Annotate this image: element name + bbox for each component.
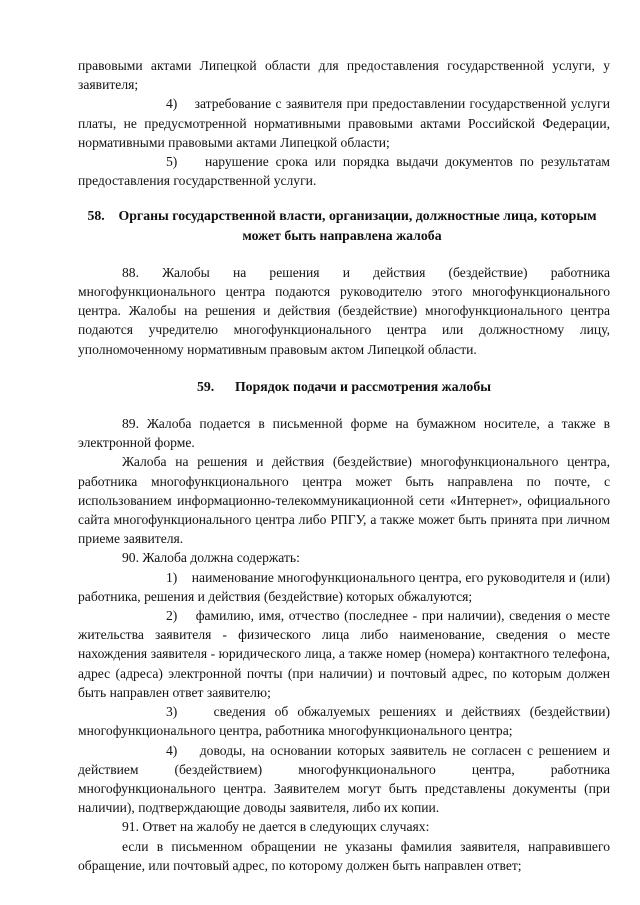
section-number: 59. — [197, 378, 215, 394]
list-item-4 — [78, 94, 610, 152]
list-text: наименование многофункционального центра, его руководителя и (или) работника, решения и действия (бездействие) которых обжалуются; — [78, 569, 610, 604]
list-number: 3) — [166, 704, 178, 720]
list-number: 1) — [166, 569, 178, 585]
list-item-5 — [78, 152, 610, 190]
section-number: 58. — [87, 208, 105, 224]
list-text: доводы, на основании которых заявитель не согласен с решением и действием (бездействием) многофункционального центра, работника многофункционального центра. Заявителем могут быть представлены документы (при наличии), подтверждающие доводы заявителя, либо их копии. — [78, 742, 611, 816]
paragraph-intro: правовыми актами Липецкой области для предоставления государственной услуги, у заявителя; — [78, 58, 610, 93]
list-number: 5) — [166, 154, 178, 170]
section-heading-58 — [78, 206, 610, 244]
list-number: 4) — [166, 742, 178, 758]
section-title: Порядок подачи и рассмотрения жалобы — [234, 378, 491, 394]
paragraph-89-b: Жалоба на решения и действия (бездействие) многофункционального центра, работника многофункционального центра может быть направлена по почте, с использованием информационно-телекоммуникационной сети «Интернет», официального сайта многофункционального центра либо РПГУ, а также может быть принята при личном приеме заявителя. — [78, 454, 610, 547]
paragraph-90: 90. Жалоба должна содержать: — [122, 550, 300, 566]
paragraph-91-case: если в письменном обращении не указаны фамилия заявителя, направившего обращение, или почтовый адрес, по которому должен быть направлен ответ; — [78, 838, 610, 873]
list-item-90-4 — [78, 741, 610, 818]
list-number: 2) — [166, 608, 178, 624]
list-text: затребование с заявителя при предоставлении государственной услуги платы, не предусмотренной нормативными правовыми актами Российской Федерации, нормативными правовыми актами Липецкой области; — [78, 96, 610, 150]
list-text: сведения об обжалуемых решениях и действиях (бездействии) многофункционального центра, работника многофункционального центра; — [78, 704, 610, 739]
list-item-90-2 — [78, 606, 610, 702]
list-text: фамилию, имя, отчество (последнее - при наличии), сведения о месте жительства заявителя - физического лица либо наименование, сведения о месте нахождения заявителя - юридического лица, а также номер (номера) контактного телефона, адрес (адреса) электронной почты (при наличии) и почтовый адрес, по которым должен быть направлен ответ заявителю; — [78, 608, 611, 700]
paragraph-91: 91. Ответ на жалобу не дается в следующих случаях: — [122, 819, 430, 835]
section-heading-59 — [78, 377, 610, 396]
list-text: нарушение срока или порядка выдачи документов по результатам предоставления государственной услуги. — [78, 154, 610, 189]
list-item-90-3 — [78, 702, 610, 740]
document-body — [78, 56, 610, 875]
section-title: Органы государственной власти, организации, должностные лица, которым может быть направлена жалоба — [118, 208, 597, 243]
paragraph-89: 89. Жалоба подается в письменной форме на бумажном носителе, а также в электронной форме. — [78, 416, 610, 451]
list-item-90-1 — [78, 568, 610, 606]
paragraph-88: 88. Жалобы на решения и действия (бездействие) работника многофункционального центра подаются руководителю этого многофункционального центра. Жалобы на решения и действия (бездействие) многофункционального центра подаются учредителю многофункционального центра или должностному лицу, уполномоченному нормативным правовым актом Липецкой области. — [78, 264, 610, 357]
list-number: 4) — [166, 96, 178, 112]
